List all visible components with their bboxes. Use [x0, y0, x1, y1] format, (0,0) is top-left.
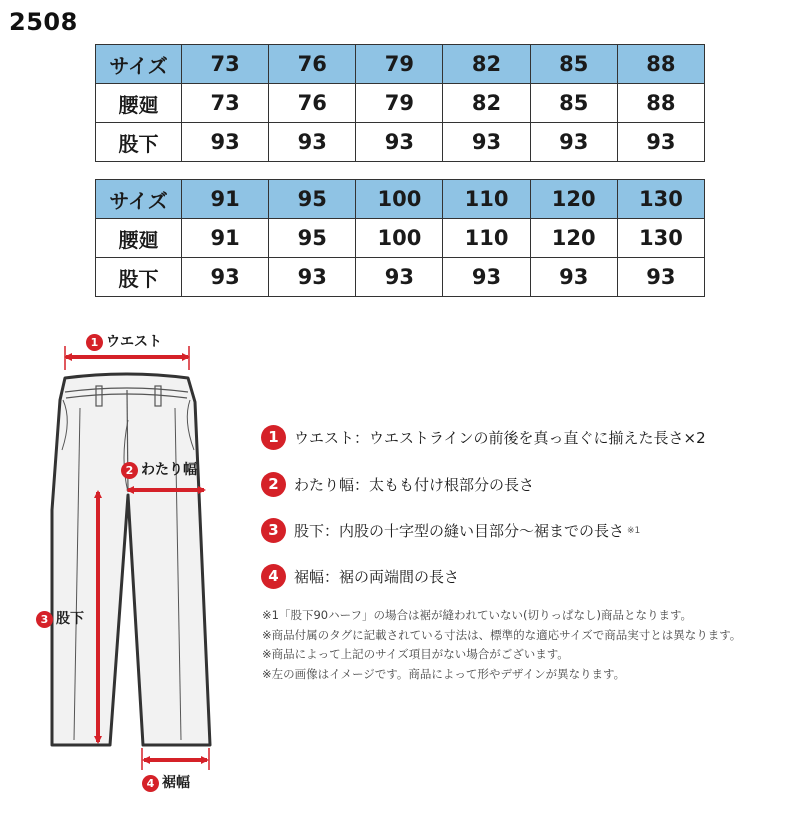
number-badge: 4 — [261, 564, 286, 589]
table-cell: 93 — [356, 123, 443, 162]
table-cell: 93 — [617, 258, 704, 297]
number-badge: 2 — [121, 462, 138, 479]
table-header-row — [96, 45, 705, 84]
table-cell: 93 — [530, 258, 617, 297]
label-text: 裾幅 — [162, 775, 190, 791]
table-cell: 93 — [356, 258, 443, 297]
pants-outline — [52, 374, 210, 745]
size-cell: 120 — [530, 180, 617, 219]
number-badge: 3 — [36, 611, 53, 628]
definition-item — [261, 564, 459, 590]
definition-text: 裾幅：裾の両端間の長さ — [294, 568, 460, 586]
row-label: 股下 — [96, 123, 182, 162]
footnote-mark: ※1 — [627, 525, 641, 536]
table-row — [96, 219, 705, 258]
table-cell: 93 — [617, 123, 704, 162]
number-badge: 1 — [261, 425, 286, 450]
size-cell: 85 — [530, 45, 617, 84]
definition-item — [261, 472, 534, 498]
size-header-label: サイズ — [96, 45, 182, 84]
number-badge: 1 — [86, 334, 103, 351]
table-header-row — [96, 180, 705, 219]
table-cell: 93 — [269, 123, 356, 162]
diagram-label-inseam — [36, 608, 84, 628]
definition-text: 股下：内股の十字型の縫い目部分～裾までの長さ — [294, 522, 625, 540]
table-row — [96, 84, 705, 123]
table-cell: 120 — [530, 219, 617, 258]
table-cell: 93 — [269, 258, 356, 297]
table-cell: 95 — [269, 219, 356, 258]
diagram-label-hem — [142, 772, 190, 792]
size-cell: 110 — [443, 180, 530, 219]
note: ※商品付属のタグに記載されている寸法は、標準的な適応サイズで商品実寸とは異なります。 — [262, 627, 742, 642]
table-cell: 88 — [617, 84, 704, 123]
label-text: わたり幅 — [141, 462, 197, 478]
table-cell: 76 — [269, 84, 356, 123]
table-cell: 130 — [617, 219, 704, 258]
definition-item — [261, 518, 640, 544]
table-cell: 82 — [443, 84, 530, 123]
table-cell: 79 — [356, 84, 443, 123]
size-cell: 76 — [269, 45, 356, 84]
row-label: 腰廻 — [96, 219, 182, 258]
size-table-1 — [95, 44, 705, 162]
size-cell: 73 — [182, 45, 269, 84]
size-cell: 88 — [617, 45, 704, 84]
diagram-label-waist — [86, 331, 162, 351]
table-cell: 85 — [530, 84, 617, 123]
table-cell: 93 — [530, 123, 617, 162]
number-badge: 3 — [261, 518, 286, 543]
size-cell: 82 — [443, 45, 530, 84]
table-cell: 93 — [443, 123, 530, 162]
table-cell: 110 — [443, 219, 530, 258]
product-code: 2508 — [9, 8, 78, 36]
table-cell: 73 — [182, 84, 269, 123]
size-header-label: サイズ — [96, 180, 182, 219]
note: ※商品によって上記のサイズ項目がない場合がございます。 — [262, 647, 569, 661]
number-badge: 2 — [261, 472, 286, 497]
notes — [262, 606, 772, 684]
table-cell: 93 — [182, 258, 269, 297]
pants-diagram — [0, 320, 250, 828]
table-cell: 93 — [443, 258, 530, 297]
note: ※左の画像はイメージです。商品によって形やデザインが異なります。 — [262, 666, 626, 681]
label-text: 股下 — [56, 611, 84, 627]
size-cell: 130 — [617, 180, 704, 219]
row-label: 腰廻 — [96, 84, 182, 123]
size-cell: 100 — [356, 180, 443, 219]
size-cell: 79 — [356, 45, 443, 84]
table-row — [96, 123, 705, 162]
diagram-label-thigh — [121, 459, 197, 479]
size-cell: 91 — [182, 180, 269, 219]
definition-text: ウエスト：ウエストラインの前後を真っ直ぐに揃えた長さ×2 — [294, 429, 706, 447]
definition-item — [261, 425, 706, 451]
table-cell: 93 — [182, 123, 269, 162]
row-label: 股下 — [96, 258, 182, 297]
table-cell: 100 — [356, 219, 443, 258]
size-table-2 — [95, 179, 705, 297]
table-cell: 91 — [182, 219, 269, 258]
number-badge: 4 — [142, 775, 159, 792]
definition-text: わたり幅：太もも付け根部分の長さ — [294, 476, 535, 494]
table-row — [96, 258, 705, 297]
size-cell: 95 — [269, 180, 356, 219]
label-text: ウエスト — [106, 334, 162, 350]
note: ※1「股下90ハーフ」の場合は裾が縫われていない(切りっぱなし)商品となります。 — [262, 608, 693, 622]
